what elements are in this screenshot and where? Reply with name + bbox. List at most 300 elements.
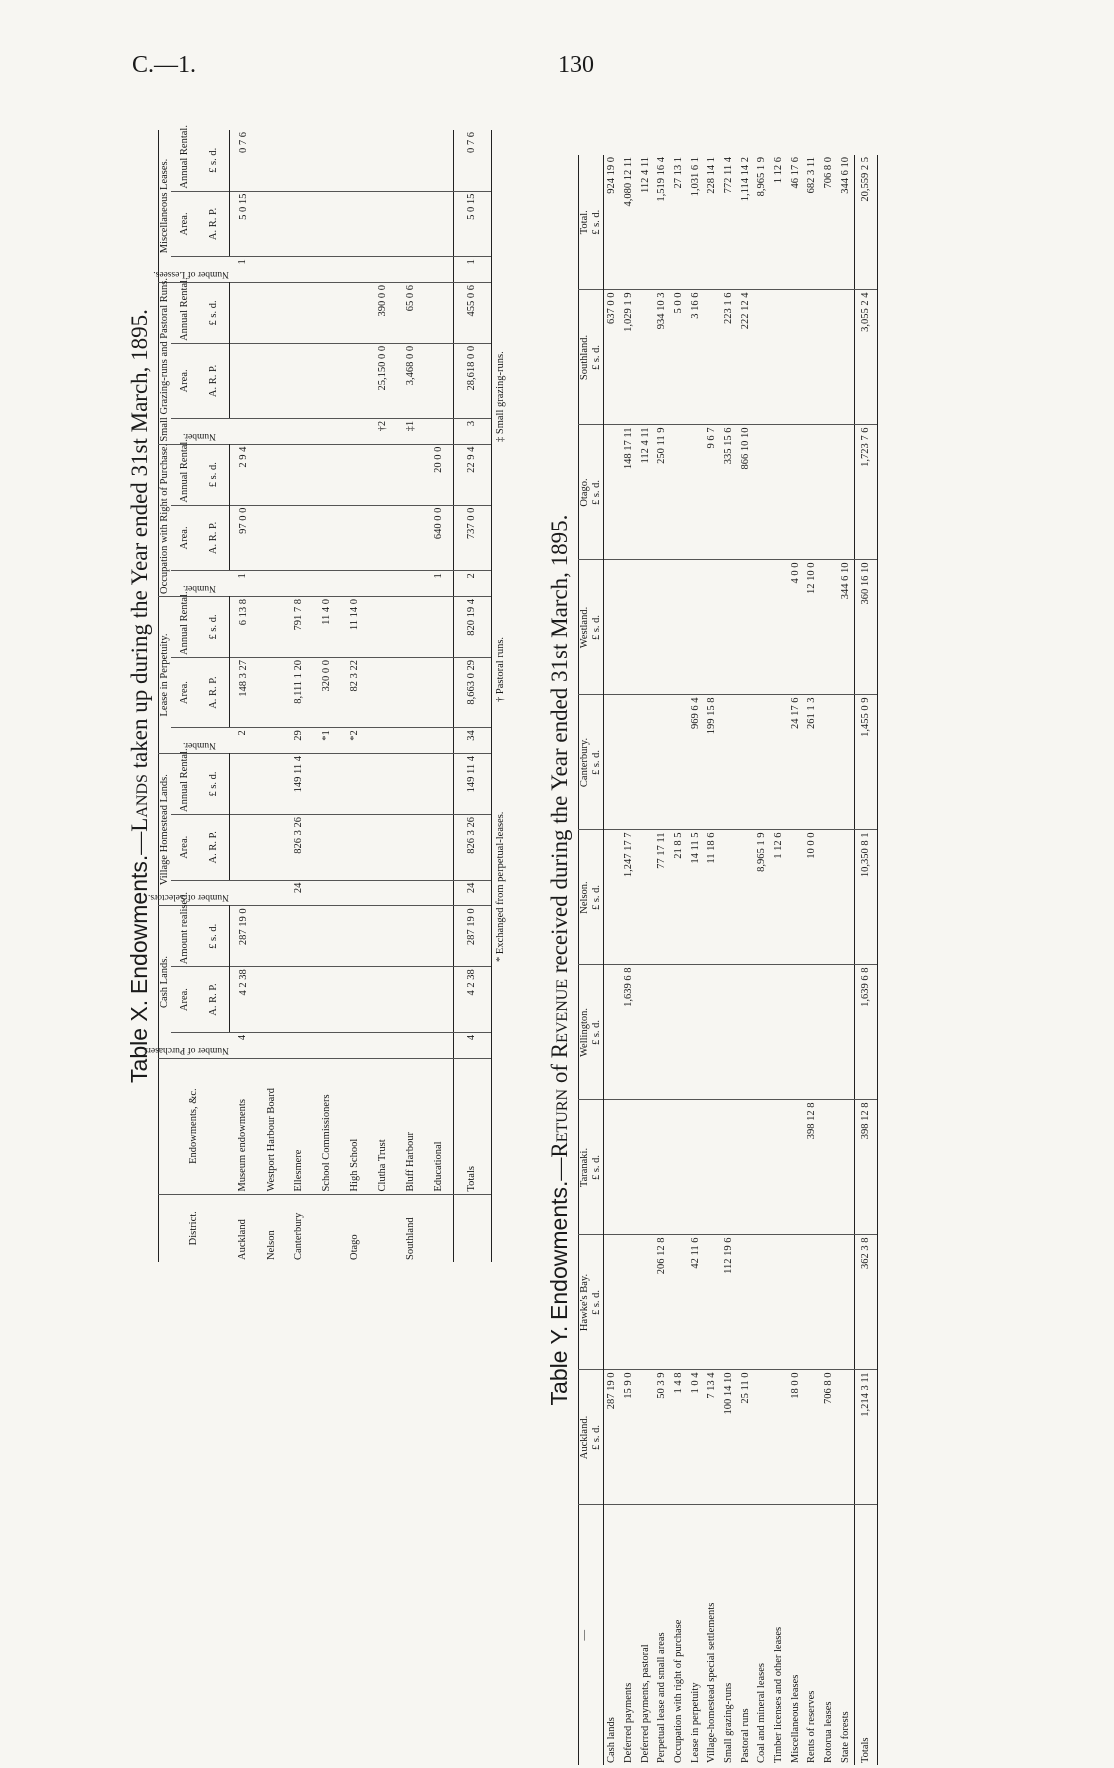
village-cell <box>341 814 369 880</box>
revenue-value-cell <box>838 695 855 830</box>
occ-cell <box>258 444 286 505</box>
revenue-value-cell <box>838 1100 855 1235</box>
revenue-value-cell: 77 17 11 <box>654 830 671 965</box>
occ-cell <box>313 444 341 505</box>
cash-cell <box>397 967 425 1033</box>
revenue-value-cell: 335 15 6 <box>721 425 738 560</box>
revenue-value-cell <box>821 830 838 965</box>
table-row <box>721 155 738 1765</box>
revenue-value-cell: 10 0 0 <box>804 830 821 965</box>
unit-money: £ s. d. <box>591 1100 604 1235</box>
table-row <box>621 155 638 1765</box>
revenue-source-cell: Cash lands <box>604 1505 621 1765</box>
revenue-value-cell <box>754 425 771 560</box>
unit-money: £ s. d. <box>591 425 604 560</box>
revenue-value-cell <box>637 965 654 1100</box>
revenue-value-cell <box>637 695 654 830</box>
revenue-value-cell: 18 0 0 <box>787 1370 804 1505</box>
perp-cell <box>369 728 397 754</box>
revenue-source-cell: Rotorua leases <box>821 1505 838 1765</box>
cash-cell <box>397 906 425 967</box>
table-x-body <box>229 130 491 1262</box>
revenue-value-cell: 934 10 3 <box>654 290 671 425</box>
revenue-value-cell: 1 12 6 <box>771 830 788 965</box>
table-y-block <box>540 155 885 1765</box>
unit-money: £ s. d. <box>591 1370 604 1505</box>
revenue-value-cell <box>787 1100 804 1235</box>
small-cell <box>313 418 341 444</box>
revenue-value-cell <box>671 425 688 560</box>
occ-cell: 1 <box>229 571 258 597</box>
misc-cell <box>341 130 369 191</box>
total-value-cell: 360 16 10 <box>855 560 878 695</box>
revenue-value-cell: 148 17 11 <box>621 425 638 560</box>
revenue-value-cell <box>821 965 838 1100</box>
table-y-word: Endowments. <box>546 1180 572 1320</box>
totals-district <box>453 1194 491 1262</box>
revenue-value-cell: 5 0 0 <box>671 290 688 425</box>
revenue-value-cell: 344 6 10 <box>838 560 855 695</box>
small-cell <box>258 418 286 444</box>
revenue-value-cell: 4 0 0 <box>787 560 804 695</box>
table-x-word: Endowments. <box>126 854 152 995</box>
perp-cell: 791 7 8 <box>286 596 314 657</box>
unit-money: £ s. d. <box>199 130 229 191</box>
cash-cell <box>424 967 453 1033</box>
unit-area: A. R. P. <box>199 343 229 418</box>
revenue-value-cell <box>838 830 855 965</box>
district-cell <box>369 1194 397 1262</box>
unit-area: A. R. P. <box>199 814 229 880</box>
occ-cell: 1 <box>424 571 453 597</box>
col-area: Area. <box>171 343 199 418</box>
col-number-selectors: Number of Selectors. <box>148 892 229 903</box>
table-row <box>754 155 771 1765</box>
village-cell <box>424 754 453 815</box>
revenue-value-cell: 3 16 6 <box>687 290 704 425</box>
revenue-value-cell <box>671 695 688 830</box>
revenue-value-cell: 42 11 6 <box>687 1235 704 1370</box>
village-cell <box>397 880 425 906</box>
revenue-value-cell: 12 10 0 <box>804 560 821 695</box>
col-amount-realised: Amount realised. <box>171 906 199 967</box>
group-lease-perpetuity: Lease in Perpetuity. <box>159 596 172 753</box>
revenue-value-cell <box>754 1100 771 1235</box>
village-cell <box>424 880 453 906</box>
total-village-cell: 826 3 26 <box>453 814 491 880</box>
endowment-cell: Museum endowments <box>229 1058 258 1194</box>
revenue-value-cell <box>721 560 738 695</box>
occ-cell <box>286 444 314 505</box>
revenue-value-cell <box>604 965 621 1100</box>
revenue-value-cell: 112 4 11 <box>637 425 654 560</box>
table-x-sc: Lands <box>127 774 152 832</box>
small-cell: 25,150 0 0 <box>369 343 397 418</box>
revenue-value-cell <box>704 560 721 695</box>
revenue-value-cell <box>737 695 754 830</box>
total-misc-cell: 1 <box>453 257 491 283</box>
revenue-value-cell <box>754 1235 771 1370</box>
revenue-value-cell <box>754 965 771 1100</box>
table-row <box>804 155 821 1765</box>
small-cell <box>424 343 453 418</box>
occ-cell <box>313 571 341 597</box>
misc-cell <box>286 191 314 257</box>
revenue-value-cell: 27 13 1 <box>673 157 685 189</box>
revenue-value-cell <box>838 1370 855 1505</box>
revenue-source-cell: Coal and mineral leases <box>754 1505 771 1765</box>
revenue-value-cell <box>654 965 671 1100</box>
total-value-cell: 1,639 6 8 <box>855 965 878 1100</box>
cash-cell <box>313 906 341 967</box>
cash-cell: 4 2 38 <box>229 967 258 1033</box>
table-y-sc: Return <box>547 1088 572 1158</box>
table-row <box>258 130 286 1262</box>
occ-cell <box>397 505 425 571</box>
page-number: 130 <box>558 52 594 78</box>
endowment-cell: Clutha Trust <box>369 1058 397 1194</box>
total-cash-cell: 4 <box>453 1032 491 1058</box>
misc-cell <box>369 191 397 257</box>
total-value-cell: 3,055 2 4 <box>855 290 878 425</box>
revenue-value-cell: 228 14 1 <box>706 157 718 194</box>
cash-cell <box>341 1032 369 1058</box>
revenue-value-cell: 24 17 6 <box>787 695 804 830</box>
revenue-value-cell <box>671 560 688 695</box>
total-small-cell: 3 <box>453 418 491 444</box>
table-y-mid: of <box>547 1058 572 1089</box>
total-misc-cell: 0 7 6 <box>453 130 491 191</box>
perp-cell: 11 14 0 <box>341 596 369 657</box>
revenue-source-cell: Occupation with right of purchase <box>671 1505 688 1765</box>
total-value-cell: 1,455 0 9 <box>855 695 878 830</box>
revenue-value-cell <box>771 1100 788 1235</box>
cash-cell <box>286 967 314 1033</box>
small-cell <box>341 343 369 418</box>
revenue-value-cell <box>637 1235 654 1370</box>
revenue-value-cell <box>687 425 704 560</box>
revenue-value-cell <box>838 290 855 425</box>
small-cell <box>286 343 314 418</box>
small-cell <box>313 282 341 343</box>
revenue-value-cell <box>637 560 654 695</box>
village-cell <box>258 814 286 880</box>
total-small-cell: 28,618 0 0 <box>453 343 491 418</box>
group-small-grazing: Small Grazing-runs and Pastoral Runs. <box>159 282 172 444</box>
village-cell <box>341 880 369 906</box>
misc-cell <box>424 257 453 283</box>
table-row <box>637 155 654 1765</box>
revenue-value-cell <box>621 1235 638 1370</box>
revenue-value-cell <box>604 425 621 560</box>
revenue-value-cell: 250 11 9 <box>654 425 671 560</box>
district-cell: Otago <box>341 1194 369 1262</box>
village-cell <box>397 814 425 880</box>
col-district-1: Hawke's Bay. <box>579 1235 592 1370</box>
revenue-value-cell: 25 11 0 <box>737 1370 754 1505</box>
unit-money: £ s. d. <box>591 155 604 290</box>
misc-cell <box>313 191 341 257</box>
cash-cell <box>341 906 369 967</box>
table-y-rest: received during the Year ended 31st March, 1895. <box>547 514 572 979</box>
occ-cell: 640 0 0 <box>424 505 453 571</box>
total-occ-cell: 22 9 4 <box>453 444 491 505</box>
table-row <box>604 155 621 1765</box>
col-district-2: Taranaki. <box>579 1100 592 1235</box>
table-y-body <box>604 155 878 1765</box>
revenue-value-cell: 223 1 6 <box>721 290 738 425</box>
table-x-number: Table X. <box>126 999 152 1083</box>
table-y-title <box>540 155 578 1765</box>
village-cell <box>341 754 369 815</box>
revenue-value-cell <box>654 695 671 830</box>
cash-cell <box>258 906 286 967</box>
misc-cell <box>341 257 369 283</box>
col-district-4: Nelson. <box>579 830 592 965</box>
perp-cell: 148 3 27 <box>229 657 258 727</box>
misc-cell <box>397 130 425 191</box>
unit-money: £ s. d. <box>591 560 604 695</box>
revenue-value-cell: 100 14 10 <box>721 1370 738 1505</box>
unit-money: £ s. d. <box>199 906 229 967</box>
revenue-value-cell: 344 6 10 <box>839 157 851 194</box>
misc-cell: 0 7 6 <box>237 132 249 153</box>
revenue-value-cell <box>637 830 654 965</box>
misc-cell <box>369 257 397 283</box>
group-cash-lands: Cash Lands. <box>159 906 172 1058</box>
revenue-value-cell: 4,080 12 11 <box>623 157 635 207</box>
district-cell: Nelson <box>258 1194 286 1262</box>
cash-cell <box>286 1032 314 1058</box>
endowment-cell: School Commissioners <box>313 1058 341 1194</box>
perp-cell <box>424 728 453 754</box>
misc-cell <box>424 130 453 191</box>
col-annual-rental: Annual Rental. <box>179 125 191 189</box>
revenue-value-cell <box>637 1100 654 1235</box>
table-row <box>424 130 453 1262</box>
village-cell <box>369 754 397 815</box>
col-district-7: Otago. <box>579 425 592 560</box>
table-row <box>838 155 855 1765</box>
revenue-value-cell <box>637 1370 654 1505</box>
table-x <box>141 125 492 1262</box>
district-cell <box>424 1194 453 1262</box>
col-annual-rental: Annual Rental. <box>171 282 199 343</box>
perp-cell <box>258 657 286 727</box>
cash-cell <box>258 1032 286 1058</box>
revenue-value-cell <box>771 965 788 1100</box>
district-cell: Canterbury <box>286 1194 314 1262</box>
village-cell <box>258 754 286 815</box>
revenue-value-cell <box>821 1235 838 1370</box>
revenue-value-cell: 772 11 4 <box>723 157 735 194</box>
table-row <box>737 155 754 1765</box>
revenue-value-cell <box>604 1235 621 1370</box>
perp-cell: 29 <box>286 728 314 754</box>
revenue-value-cell <box>621 560 638 695</box>
perp-cell: 320 0 0 <box>313 657 341 727</box>
revenue-source-cell: Miscellaneous leases <box>787 1505 804 1765</box>
small-cell <box>341 282 369 343</box>
revenue-source-cell: Lease in perpetuity <box>687 1505 704 1765</box>
col-corner: — <box>579 1505 592 1765</box>
occ-cell <box>258 571 286 597</box>
col-district-0: Auckland. <box>579 1370 592 1505</box>
revenue-value-cell <box>754 695 771 830</box>
revenue-source-cell: Pastoral runs <box>737 1505 754 1765</box>
total-village-cell: 149 11 4 <box>453 754 491 815</box>
col-annual-rental: Annual Rental. <box>171 754 199 815</box>
cash-cell <box>424 1032 453 1058</box>
col-annual-rental: Annual Rental. <box>171 444 199 505</box>
total-misc-cell: 5 0 15 <box>453 191 491 257</box>
total-perp-cell: 8,663 0 29 <box>453 657 491 727</box>
small-cell: 390 0 0 <box>369 282 397 343</box>
col-district-6: Westland. <box>579 560 592 695</box>
misc-cell <box>313 130 341 191</box>
revenue-value-cell <box>704 290 721 425</box>
revenue-value-cell <box>804 1370 821 1505</box>
table-row <box>341 130 369 1262</box>
table-y <box>578 155 878 1765</box>
perp-cell <box>397 728 425 754</box>
revenue-value-cell: 1 12 6 <box>773 157 785 184</box>
revenue-value-cell: 1,639 6 8 <box>621 965 638 1100</box>
table-x-dash: — <box>127 831 152 855</box>
misc-cell: 5 0 15 <box>229 191 258 257</box>
endowment-cell: Educational <box>424 1058 453 1194</box>
unit-money: £ s. d. <box>591 965 604 1100</box>
revenue-value-cell <box>687 560 704 695</box>
unit-money: £ s. d. <box>591 1235 604 1370</box>
perp-cell: 6 13 8 <box>229 596 258 657</box>
revenue-value-cell <box>804 290 821 425</box>
small-cell: 65 0 6 <box>397 282 425 343</box>
col-district-3: Wellington. <box>579 965 592 1100</box>
village-cell <box>313 880 341 906</box>
col-number-lessees: Number of Lessees. <box>153 268 229 279</box>
perp-cell <box>424 596 453 657</box>
unit-money: £ s. d. <box>199 754 229 815</box>
occ-cell: 97 0 0 <box>229 505 258 571</box>
table-row <box>787 155 804 1765</box>
total-value-cell: 398 12 8 <box>855 1100 878 1235</box>
revenue-value-cell <box>771 695 788 830</box>
unit-money: £ s. d. <box>591 830 604 965</box>
table-row <box>687 155 704 1765</box>
revenue-value-cell <box>721 965 738 1100</box>
table-y-sc2: Revenue <box>547 978 572 1059</box>
unit-blank <box>591 1505 604 1765</box>
village-cell <box>313 754 341 815</box>
col-district-8: Southland. <box>579 290 592 425</box>
total-value-cell: 10,350 8 1 <box>855 830 878 965</box>
misc-cell <box>258 191 286 257</box>
revenue-source-cell: Rents of reserves <box>804 1505 821 1765</box>
revenue-value-cell: 21 8 5 <box>671 830 688 965</box>
misc-cell <box>313 257 341 283</box>
village-cell <box>369 814 397 880</box>
revenue-value-cell <box>838 425 855 560</box>
table-row <box>369 130 397 1262</box>
col-area: Area. <box>171 814 199 880</box>
revenue-value-cell <box>821 1100 838 1235</box>
misc-cell: 1 <box>229 257 258 283</box>
village-cell <box>313 814 341 880</box>
occ-cell <box>258 505 286 571</box>
revenue-value-cell <box>787 830 804 965</box>
revenue-value-cell <box>754 290 771 425</box>
revenue-value-cell <box>771 1370 788 1505</box>
revenue-value-cell: 1,247 17 7 <box>621 830 638 965</box>
col-number: Number. <box>183 740 217 750</box>
revenue-value-cell <box>804 965 821 1100</box>
table-x-footnotes <box>492 130 509 1262</box>
revenue-value-cell <box>787 965 804 1100</box>
occ-cell <box>313 505 341 571</box>
perp-cell: 82 3 22 <box>341 657 369 727</box>
table-row <box>313 130 341 1262</box>
perp-cell <box>369 657 397 727</box>
revenue-value-cell <box>821 425 838 560</box>
revenue-value-cell <box>821 290 838 425</box>
village-cell <box>258 880 286 906</box>
revenue-value-cell <box>737 1235 754 1370</box>
unit-area: A. R. P. <box>199 657 229 727</box>
cash-cell <box>369 967 397 1033</box>
revenue-value-cell <box>654 1100 671 1235</box>
endowment-cell: High School <box>341 1058 369 1194</box>
revenue-value-cell: 1,114 14 2 <box>739 157 751 202</box>
small-cell <box>229 418 258 444</box>
cash-cell <box>313 967 341 1033</box>
perp-cell: 11 4 0 <box>313 596 341 657</box>
revenue-value-cell <box>704 1235 721 1370</box>
village-cell <box>397 754 425 815</box>
total-small-cell: 455 0 6 <box>453 282 491 343</box>
table-y-number: Table Y. <box>546 1325 572 1406</box>
revenue-value-cell: 1 0 4 <box>687 1370 704 1505</box>
revenue-value-cell <box>737 560 754 695</box>
village-cell: 24 <box>286 880 314 906</box>
occ-cell <box>369 571 397 597</box>
total-value-cell: 1,214 3 11 <box>855 1370 878 1505</box>
revenue-value-cell: 15 9 0 <box>621 1370 638 1505</box>
footnote-exchanged: * Exchanged from perpetual-leases. <box>494 811 506 962</box>
district-cell: Southland <box>397 1194 425 1262</box>
revenue-source-cell: Timber licenses and other leases <box>771 1505 788 1765</box>
revenue-value-cell: 637 0 0 <box>604 290 621 425</box>
revenue-value-cell <box>671 1235 688 1370</box>
revenue-value-cell <box>771 290 788 425</box>
document-reference: C.—1. <box>132 52 197 78</box>
perp-cell <box>397 596 425 657</box>
misc-cell <box>397 191 425 257</box>
misc-cell <box>286 257 314 283</box>
misc-cell <box>286 130 314 191</box>
occ-cell <box>369 444 397 505</box>
revenue-value-cell <box>721 695 738 830</box>
revenue-value-cell <box>804 425 821 560</box>
perp-cell <box>369 596 397 657</box>
revenue-value-cell: 112 4 11 <box>639 157 651 193</box>
table-row <box>654 155 671 1765</box>
endowment-cell: Westport Harbour Board <box>258 1058 286 1194</box>
endowment-cell: Bluff Harbour <box>397 1058 425 1194</box>
small-cell <box>424 418 453 444</box>
misc-cell <box>341 191 369 257</box>
district-cell: Auckland <box>229 1194 258 1262</box>
